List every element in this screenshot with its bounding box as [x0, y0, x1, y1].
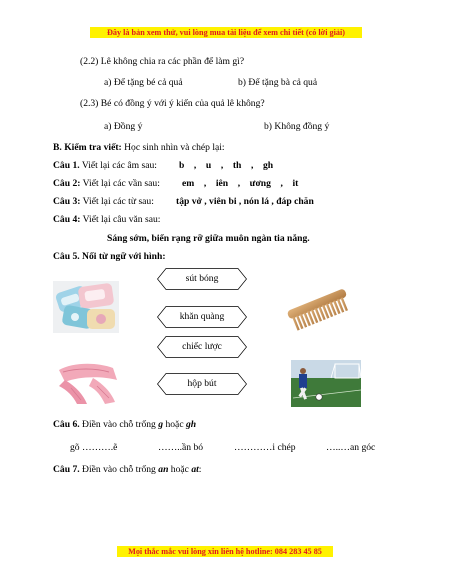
cau-7-label: Câu 7. — [53, 464, 80, 475]
cau-7-an: an — [158, 464, 169, 475]
word-khan-quang: khăn quàng — [179, 311, 225, 322]
pencil-cases-image — [53, 281, 119, 333]
word-chiec-luoc: chiếc lược — [182, 341, 222, 352]
cau-1-text: Viết lại các âm sau: — [79, 160, 157, 171]
word-box-hop-but — [157, 373, 247, 395]
cau-5-label: Câu 5. Nối từ ngữ với hình: — [53, 251, 166, 262]
scarf-image — [53, 360, 123, 406]
cau-6-text-before: Điền vào chỗ trống — [79, 419, 159, 430]
cau-6-label: Câu 6. — [53, 419, 80, 430]
cau-6-blank-3: …………i chép — [234, 442, 296, 453]
preview-banner: Đây là bản xem thử, vui lòng mua tài liệu để xem chi tiết (có lời giải) — [90, 27, 362, 38]
cau-7-at: at — [191, 464, 199, 475]
question-2-2-option-a: a) Để tặng bé cả quả — [104, 77, 183, 88]
cau-3-text: Viết lại các từ sau: — [80, 196, 154, 207]
cau-4 — [53, 214, 160, 226]
question-2-3-option-a: a) Đồng ý — [104, 121, 143, 132]
word-box-sut-bong — [157, 268, 247, 290]
word-box-khan-quang — [157, 306, 247, 328]
cau-6-g: g — [158, 419, 164, 430]
cau-6 — [53, 419, 196, 431]
question-2-2-option-b: b) Để tặng bà cả quả — [238, 77, 318, 88]
part-b-heading-rest: Học sinh nhìn và chép lại: — [121, 142, 225, 153]
part-b-heading — [53, 142, 225, 154]
question-2-2: (2.2) Lê không chia ra các phần để làm gì? — [80, 56, 245, 67]
cau-2 — [53, 178, 160, 190]
football-kick-image — [291, 360, 361, 407]
cau-2-text: Viết lại các vần sau: — [80, 178, 160, 189]
cau-6-blank-1: gõ ……….ẽ — [70, 442, 118, 453]
cau-2-label: Câu 2: — [53, 178, 81, 189]
word-hop-but: hộp bút — [187, 378, 217, 389]
cau-6-gh: gh — [185, 419, 197, 430]
question-2-3-option-b: b) Không đồng ý — [264, 121, 330, 132]
cau-6-blank-2: ……..ần bó — [158, 442, 204, 453]
word-box-chiec-luoc — [157, 336, 247, 358]
comb-image — [284, 283, 354, 335]
cau-2-answer: em , iên , ương , it — [182, 178, 299, 189]
cau-1-answer: b , u , th , gh — [179, 160, 274, 171]
cau-1-label: Câu 1. — [53, 160, 80, 171]
cau-4-label: Câu 4: — [53, 214, 81, 225]
cau-4-text: Viết lại câu văn sau: — [80, 214, 161, 225]
cau-3-label: Câu 3: — [53, 196, 81, 207]
cau-7 — [53, 464, 201, 476]
cau-7-end: : — [198, 464, 202, 475]
part-b-heading-bold: B. Kiểm tra viết: — [53, 142, 122, 153]
cau-1 — [53, 160, 157, 172]
cau-4-answer: Sáng sớm, biển rạng rỡ giữa muôn ngàn tia nắng. — [107, 233, 310, 244]
cau-7-text-before: Điền vào chỗ trống — [79, 464, 159, 475]
cau-3-answer: tập vở , viên bi , nón lá , đáp chăn — [176, 196, 314, 207]
cau-6-blank-4: …..…an góc — [326, 442, 376, 453]
word-sut-bong: sút bóng — [185, 273, 219, 284]
question-2-3: (2.3) Bé có đồng ý với ý kiến của quả lê không? — [80, 98, 265, 109]
cau-7-text-mid: hoặc — [168, 464, 192, 475]
hotline-footer: Mọi thắc mắc vui lòng xin liên hệ hotline: 084 283 45 85 — [117, 546, 333, 557]
cau-6-text-mid: hoặc — [163, 419, 186, 430]
cau-3 — [53, 196, 154, 208]
